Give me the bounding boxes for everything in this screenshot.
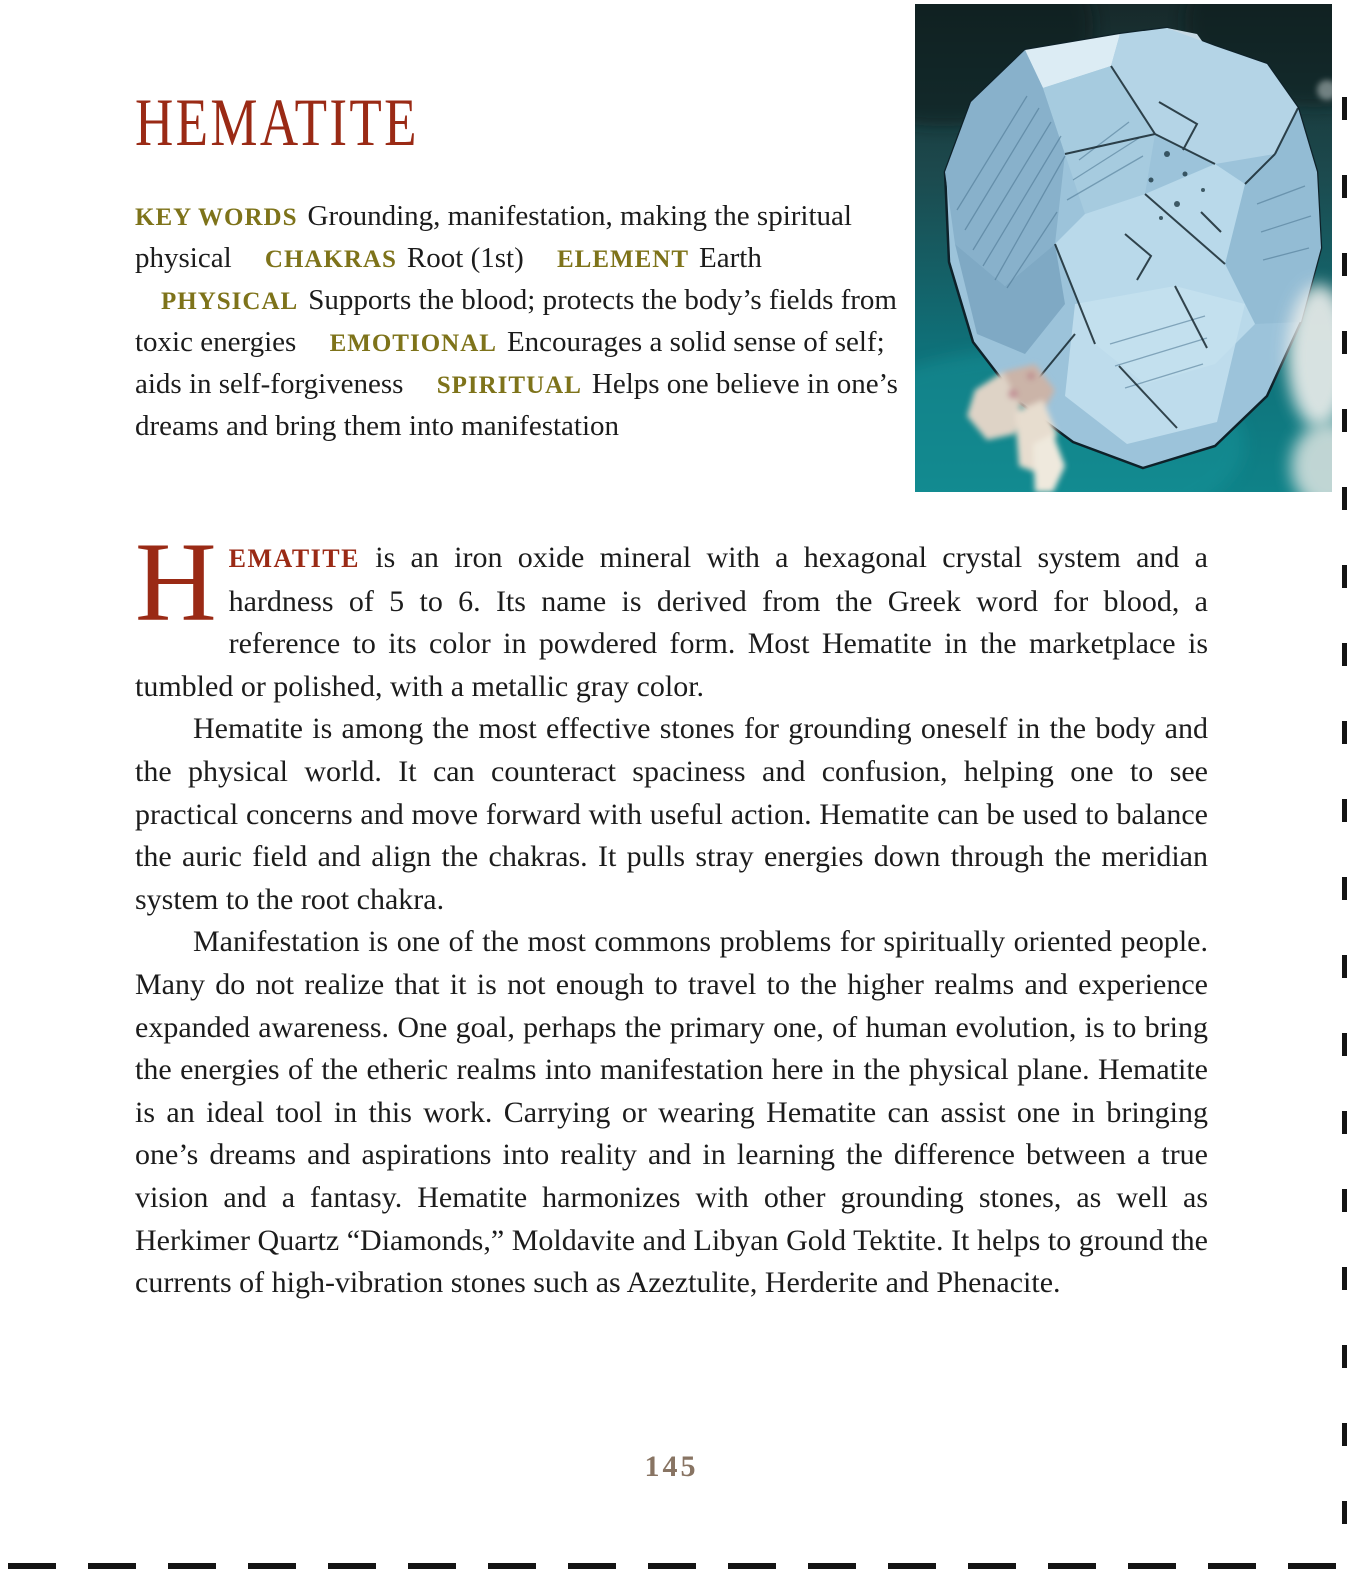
element-value: Earth [699, 242, 762, 274]
article-body [135, 520, 1208, 1305]
edge-mark [1342, 1267, 1347, 1290]
edge-mark [8, 1563, 56, 1569]
edge-mark [1342, 175, 1347, 198]
edge-mark [1342, 721, 1347, 744]
edge-mark [408, 1563, 456, 1569]
hematite-photo [915, 4, 1332, 492]
chakras-label: CHAKRAS [264, 246, 397, 273]
edge-mark [248, 1563, 296, 1569]
edge-mark [1342, 1501, 1347, 1524]
edge-mark [1128, 1563, 1176, 1569]
edge-mark [1342, 1423, 1347, 1446]
edge-mark [968, 1563, 1016, 1569]
edge-mark [488, 1563, 536, 1569]
edge-mark [1342, 97, 1347, 120]
element-label: ELEMENT [556, 246, 690, 273]
page-title: HEMATITE [135, 84, 419, 160]
edge-mark [88, 1563, 136, 1569]
edge-mark [808, 1563, 856, 1569]
lead-word: EMATITE [228, 544, 360, 573]
chakras-value: Root (1st) [406, 242, 524, 274]
physical-label: PHYSICAL [161, 288, 299, 315]
emotional-value: Encourages a solid sense of self; aids in self-forgiveness [135, 326, 885, 400]
paragraph-1 [135, 520, 1208, 708]
spiritual-label: SPIRITUAL [436, 372, 582, 399]
edge-mark [1048, 1563, 1096, 1569]
edge-mark [728, 1563, 776, 1569]
edge-mark [568, 1563, 616, 1569]
physical-value: Supports the blood; protects the body’s fields from toxic energies [135, 284, 897, 358]
edge-mark [1342, 877, 1347, 900]
edge-mark [1342, 565, 1347, 588]
edge-mark [648, 1563, 696, 1569]
key-words-value: Grounding, manifestation, making the spiritual physical [135, 200, 852, 274]
properties-summary [135, 196, 925, 447]
edge-mark [1342, 487, 1347, 510]
edge-mark [1342, 955, 1347, 978]
edge-mark [1342, 799, 1347, 822]
edge-mark [1208, 1563, 1256, 1569]
edge-mark [1288, 1563, 1336, 1569]
edge-mark [168, 1563, 216, 1569]
spiritual-value: Helps one believe in one’s dreams and bring them into manifestation [135, 368, 898, 442]
edge-mark [1342, 409, 1347, 432]
paragraph-3: Manifestation is one of the most commons problems for spiritually oriented people. Many do not realize that it is not enough to travel to the higher realms and experience expanded awareness. One goal, perhaps the primary one, of human evolution, is to bring the energies of the etheric realms into manifestation here in the physical plane. Hematite is an ideal tool in this work. Carrying or wearing Hematite can assist one in bringing one’s dreams and aspirations into reality and in learning the difference between a true vision and a fantasy. Hematite harmonizes with other grounding stones, as well as Herkimer Quartz “Diamonds,” Moldavite and Libyan Gold Tektite. It helps to ground the currents of high-vibration stones such as Azeztulite, Herderite and Phenacite. [135, 925, 1208, 1300]
hematite-photo-illustration [915, 4, 1332, 492]
edge-mark [1342, 1189, 1347, 1212]
drop-cap: H [135, 520, 217, 645]
edge-mark [1342, 1345, 1347, 1368]
page-number: 145 [644, 1450, 699, 1483]
paragraph-1-text: is an iron oxide mineral with a hexagonal crystal system and a hardness of 5 to 6. Its name is derived from the Greek word for blood, a reference to its color in powdered form. Most Hematite in the marketplace is tumbled or polished, with a metallic gray color. [135, 541, 1208, 703]
paragraph-2: Hematite is among the most effective stones for grounding oneself in the body and the physical world. It can counteract spaciness and confusion, helping one to see practical concerns and move forward with useful action. Hematite can be used to balance the auric field and align the chakras. It pulls stray energies down through the meridian system to the root chakra. [135, 712, 1208, 916]
edge-mark [328, 1563, 376, 1569]
emotional-label: EMOTIONAL [329, 330, 497, 357]
key-words-label: KEY WORDS [135, 204, 298, 231]
edge-mark [1342, 643, 1347, 666]
edge-mark [888, 1563, 936, 1569]
edge-mark [1342, 1033, 1347, 1056]
edge-mark [1342, 1111, 1347, 1134]
edge-mark [1342, 253, 1347, 276]
edge-mark [1342, 331, 1347, 354]
